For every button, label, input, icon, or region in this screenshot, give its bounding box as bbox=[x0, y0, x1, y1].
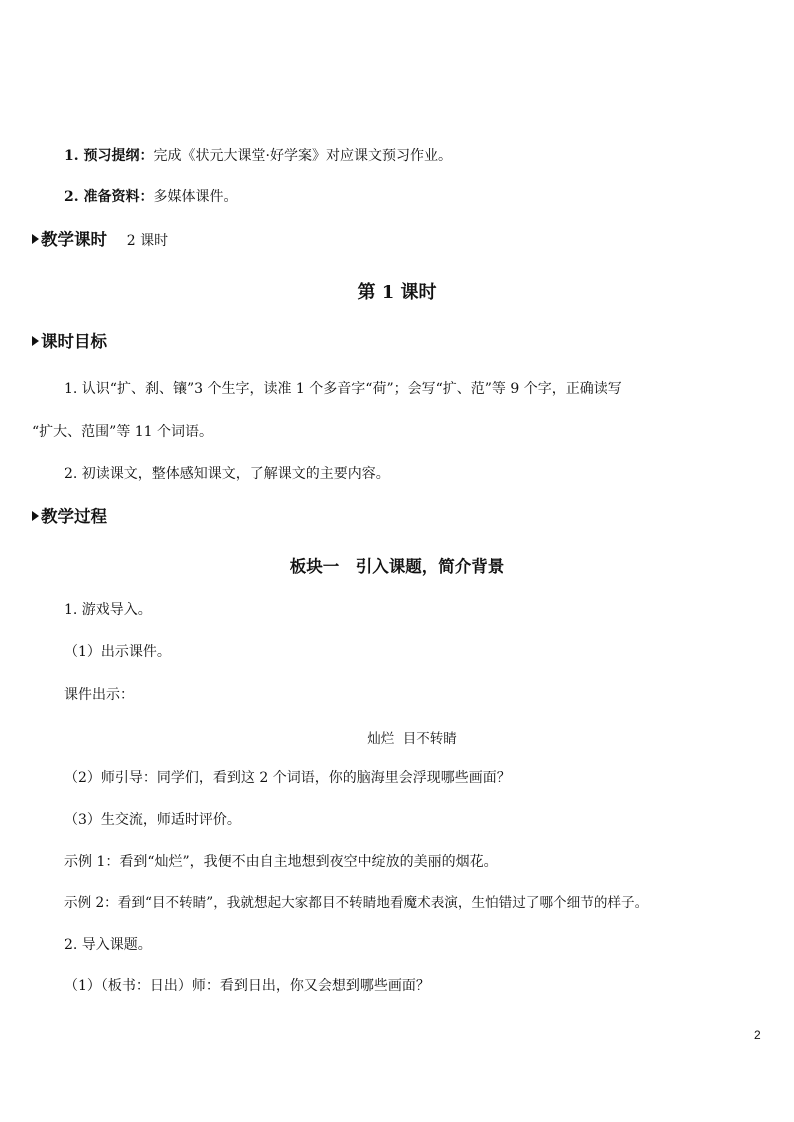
process-line: 示例 1：看到“灿烂”，我便不由自主地想到夜空中绽放的美丽的烟花。 bbox=[64, 854, 498, 870]
teaching-hours-value: 2 课时 bbox=[126, 233, 169, 249]
process-line: （1）出示课件。 bbox=[64, 644, 171, 660]
teaching-hours-heading: 教学课时 bbox=[41, 230, 107, 249]
teaching-hours bbox=[32, 229, 168, 252]
process-line: 2. 导入课题。 bbox=[64, 937, 152, 953]
lesson-title: 第 1 课时 bbox=[357, 282, 437, 303]
prep-item-1 bbox=[64, 146, 452, 166]
prep-item-1-text: 完成《状元大课堂·好学案》对应课文预习作业。 bbox=[153, 148, 452, 164]
triangle-bullet-icon bbox=[32, 336, 39, 346]
objective-2: 2. 初读课文，整体感知课文，了解课文的主要内容。 bbox=[64, 466, 390, 482]
prep-item-2 bbox=[64, 187, 238, 207]
process-line: 课件出示： bbox=[64, 687, 134, 703]
process-line: （3）生交流，师适时评价。 bbox=[64, 812, 241, 828]
triangle-bullet-icon bbox=[32, 234, 39, 244]
prep-item-2-label: 2. 准备资料： bbox=[64, 189, 154, 205]
process-heading bbox=[32, 506, 107, 528]
process-line: 示例 2：看到“目不转睛”，我就想起大家都目不转睛地看魔术表演，生怕错过了哪个细节的样子。 bbox=[64, 895, 649, 911]
objectives-heading-text: 课时目标 bbox=[41, 332, 107, 351]
courseware-words: 灿烂 目不转睛 bbox=[367, 731, 457, 747]
process-line: （2）师引导：同学们，看到这 2 个词语，你的脑海里会浮现哪些画面？ bbox=[64, 770, 511, 786]
prep-item-2-text: 多媒体课件。 bbox=[153, 189, 238, 205]
block-title: 板块一 引入课题，简介背景 bbox=[289, 557, 505, 576]
process-line: 1. 游戏导入。 bbox=[64, 602, 152, 618]
process-heading-text: 教学过程 bbox=[41, 507, 107, 526]
page-number: 2 bbox=[754, 1028, 761, 1042]
process-line: （1）（板书：日出）师：看到日出，你又会想到哪些画面？ bbox=[64, 978, 430, 994]
prep-item-1-label: 1. 预习提纲： bbox=[64, 148, 154, 164]
objective-1-line-1: 1. 认识“扩、刹、镶”3 个生字，读准 1 个多音字“荷”；会写“扩、范”等 9 个字，正确读写 bbox=[64, 381, 622, 397]
triangle-bullet-icon bbox=[32, 511, 39, 521]
objectives-heading bbox=[32, 331, 107, 353]
objective-1-line-2: “扩大、范围”等 11 个词语。 bbox=[32, 424, 214, 440]
